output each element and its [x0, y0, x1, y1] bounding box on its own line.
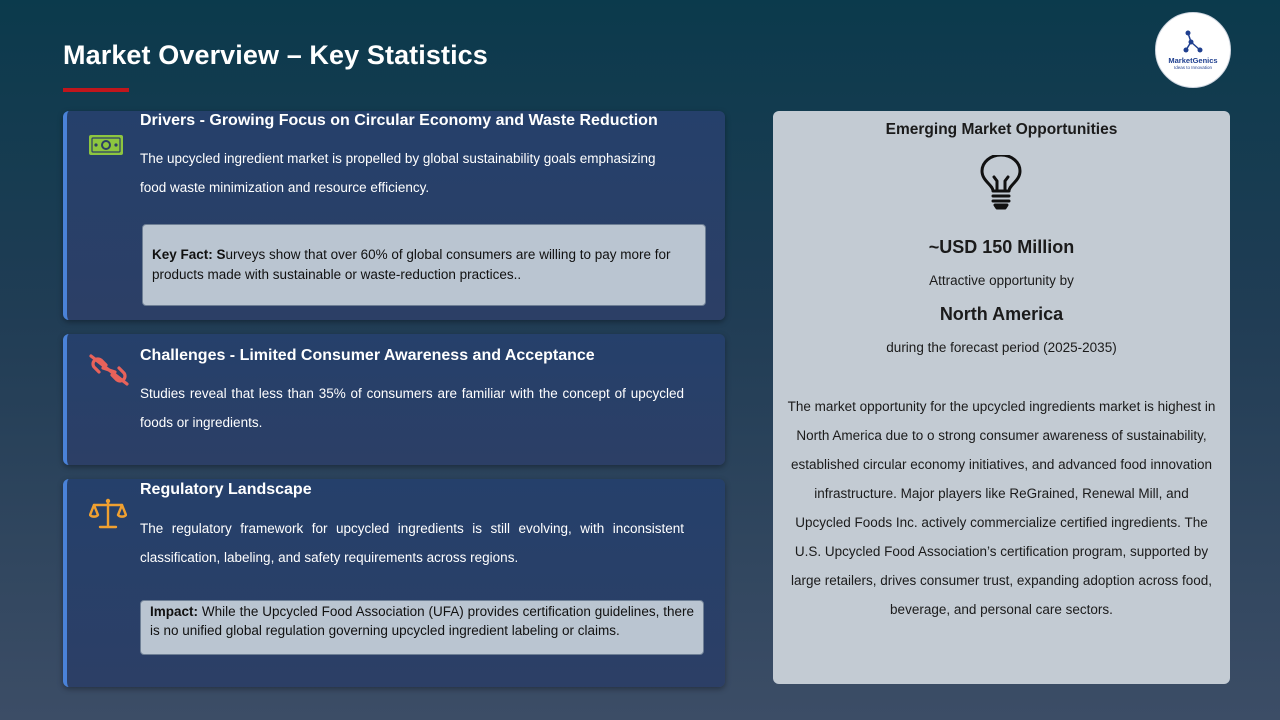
regulatory-card	[63, 479, 725, 687]
network-icon	[1182, 30, 1204, 54]
regulatory-title: Regulatory Landscape	[140, 481, 312, 498]
drivers-text: The upcycled ingredient market is propelled by global sustainability goals emphasizing food waste minimization and resource efficiency.	[140, 151, 656, 195]
lightbulb-icon	[976, 155, 1026, 216]
money-icon	[89, 133, 123, 162]
opportunity-subtitle: Attractive opportunity by	[929, 273, 1074, 288]
impact-text: While the Upcycled Food Association (UFA) provides certification guidelines, there is no unified global regulation governing upcycled ingredient labeling or claims.	[150, 604, 694, 638]
opportunity-amount: ~USD 150 Million	[928, 237, 1075, 257]
key-fact-label: Key Fact: S	[152, 247, 226, 262]
challenges-title: Challenges - Limited Consumer Awareness and Acceptance	[140, 347, 595, 364]
regulatory-text: The regulatory framework for upcycled ingredients is still evolving, with inconsistent classification, labeling, and safety requirements across regions.	[140, 521, 684, 565]
drivers-card	[63, 111, 725, 320]
broken-link-icon	[89, 354, 129, 391]
opportunity-region: North America	[939, 304, 1064, 324]
page-title: Market Overview – Key Statistics	[63, 40, 488, 70]
key-fact-box	[142, 224, 706, 306]
challenges-text: Studies reveal that less than 35% of consumers are familiar with the concept of upcycled foods or ingredients.	[140, 386, 684, 430]
forecast-period: during the forecast period (2025-2035)	[886, 340, 1117, 355]
opportunities-panel	[773, 111, 1230, 684]
scales-icon	[89, 498, 127, 535]
impact-label: Impact:	[150, 604, 199, 619]
logo-name: MarketGenics	[1168, 56, 1218, 65]
logo-tagline: Ideas to Innovation	[1173, 65, 1213, 70]
impact-box	[140, 600, 704, 655]
company-logo	[1155, 12, 1231, 88]
panel-title: Emerging Market Opportunities	[885, 121, 1118, 138]
challenges-card	[63, 334, 725, 465]
title-underline	[63, 88, 129, 92]
key-fact-text: urveys show that over 60% of global consumers are willing to pay more for products made with sustainable or waste-reduction practices..	[152, 247, 671, 282]
drivers-title: Drivers - Growing Focus on Circular Economy and Waste Reduction	[140, 112, 658, 129]
opportunity-description: The market opportunity for the upcycled ingredients market is highest in North America due to o strong consumer awareness of sustainability, established circular economy initiatives, and advanced food innovation infrastructure. Major players like ReGrained, Renewal Mill, and Upcycled Foods Inc. actively commercialize certified ingredients. The U.S. Upcycled Food Association’s certification program, supported by large retailers, drives consumer trust, expanding adoption across food, beverage, and personal care sectors.	[787, 399, 1216, 617]
